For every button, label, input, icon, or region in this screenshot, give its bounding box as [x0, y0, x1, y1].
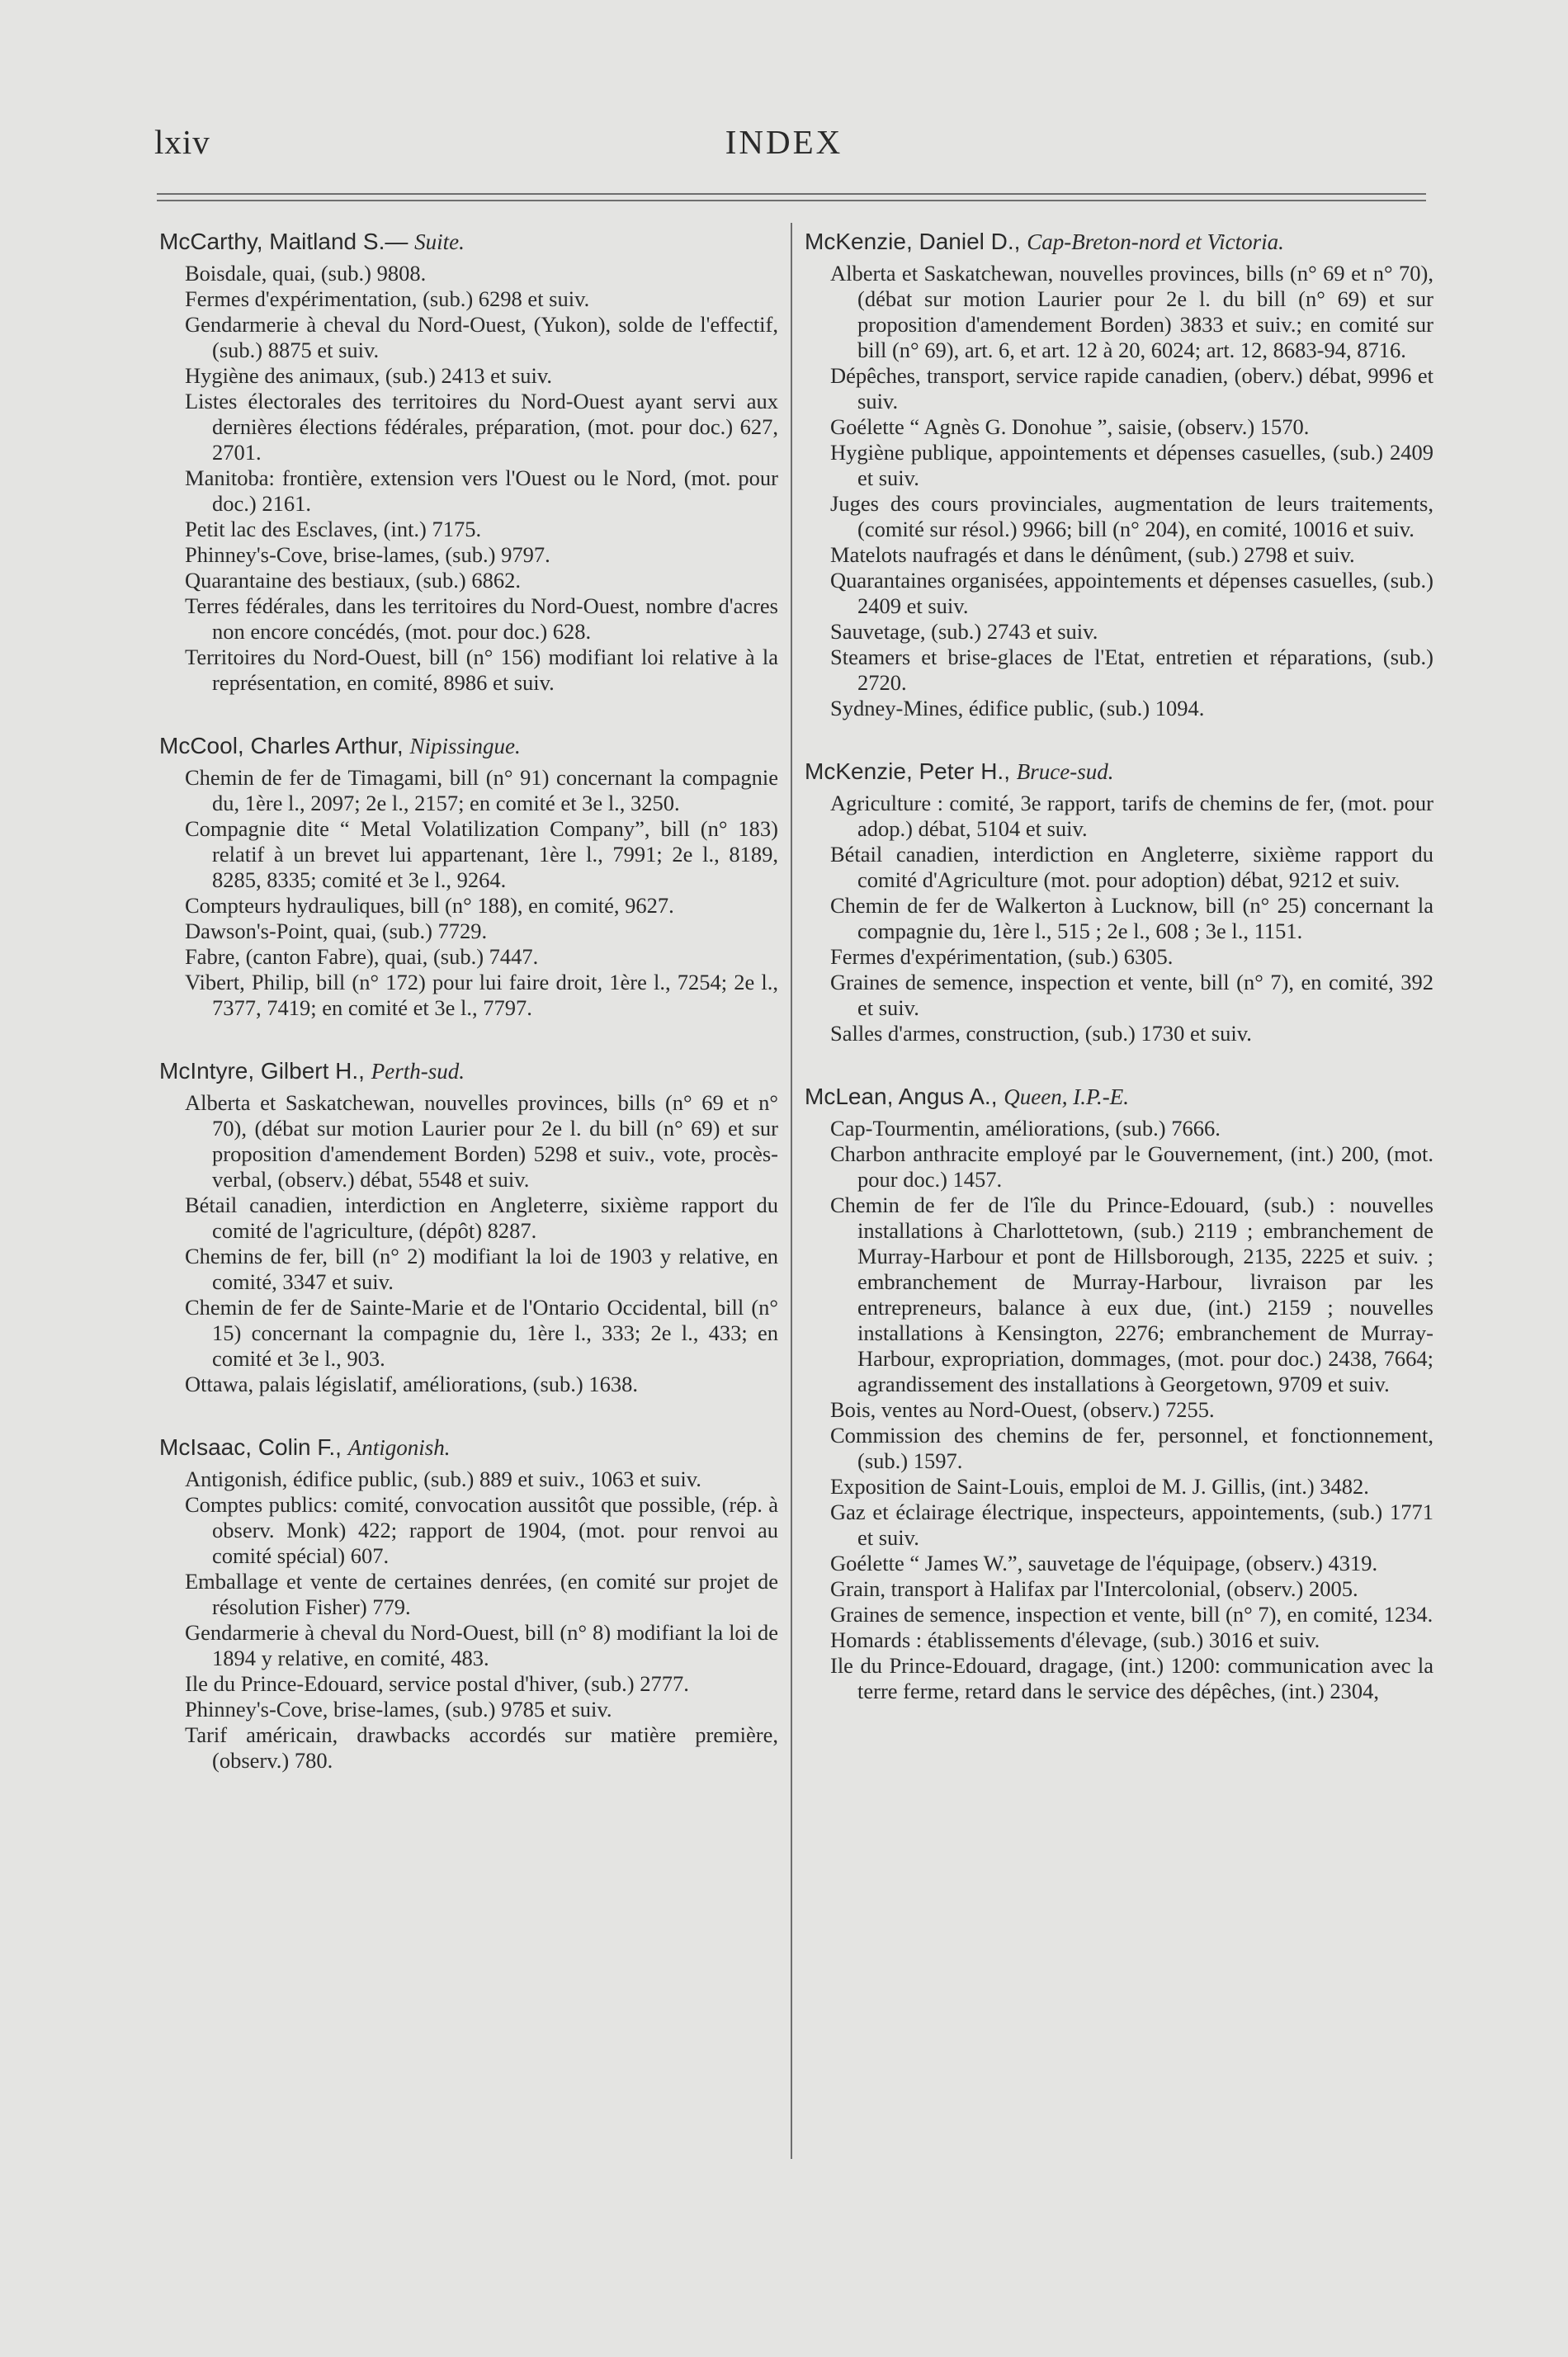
index-item: Steamers et brise-glaces de l'Etat, entretien et réparations, (sub.) 2720.	[830, 645, 1433, 695]
index-item: Gendarmerie à cheval du Nord-Ouest, (Yukon), solde de l'effectif, (sub.) 8875 et suiv.	[185, 312, 778, 362]
member-name: McKenzie, Daniel D.,	[805, 229, 1021, 254]
index-item: Goélette “ James W.”, sauvetage de l'équipage, (observ.) 4319.	[830, 1551, 1378, 1575]
header-rule-bottom	[157, 200, 1426, 201]
index-item: Comptes publics: comité, convocation aussitôt que possible, (rép. à observ. Monk) 422; rapport de 1904, (mot. pour renvoi au comité spécial) 607.	[185, 1492, 778, 1568]
index-item: Terres fédérales, dans les territoires du Nord-Ouest, nombre d'acres non encore concédés, (mot. pour doc.) 628.	[185, 593, 778, 644]
index-entry	[159, 732, 778, 1021]
index-item: Emballage et vente de certaines denrées, (en comité sur projet de résolution Fisher) 779.	[185, 1569, 778, 1619]
index-item: Alberta et Saskatchewan, nouvelles provinces, bills (n° 69 et n° 70), (débat sur motion Laurier pour 2e l. du bill (n° 69) et sur proposition d'amendement Borden) 3833 et suiv.; en comité sur bill (n° 69), art. 6, et art. 12 à 20, 6024; art. 12, 8683-94, 8716.	[830, 261, 1433, 362]
index-entry	[805, 758, 1433, 1046]
member-constituency: Nipissingue.	[409, 734, 521, 758]
index-item: Alberta et Saskatchewan, nouvelles provinces, bills (n° 69 et n° 70), (débat sur motion Laurier pour 2e l. du bill (n° 69) et sur proposition d'amendement Borden) 5298 et suiv., vote, procès-verbal, (observ.) débat, 5548 et suiv.	[185, 1090, 778, 1192]
index-entry	[159, 1057, 778, 1397]
index-item: Gaz et éclairage électrique, inspecteurs, appointements, (sub.) 1771 et suiv.	[830, 1500, 1433, 1550]
index-item: Petit lac des Esclaves, (int.) 7175.	[185, 517, 482, 541]
index-item: Antigonish, édifice public, (sub.) 889 et suiv., 1063 et suiv.	[185, 1467, 701, 1491]
index-item: Fabre, (canton Fabre), quai, (sub.) 7447.	[185, 944, 539, 969]
index-item: Quarantaine des bestiaux, (sub.) 6862.	[185, 568, 521, 593]
index-item: Commission des chemins de fer, personnel, et fonctionnement, (sub.) 1597.	[830, 1423, 1433, 1473]
index-item: Dawson's-Point, quai, (sub.) 7729.	[185, 919, 488, 943]
right-column	[805, 228, 1433, 1741]
index-item: Juges des cours provinciales, augmentation de leurs traitements, (comité sur résol.) 9966; bill (n° 204), en comité, 10016 et suiv.	[830, 491, 1433, 541]
member-heading	[159, 1434, 778, 1462]
member-name: McIsaac, Colin F.,	[159, 1434, 342, 1460]
index-item: Dépêches, transport, service rapide canadien, (oberv.) débat, 9996 et suiv.	[830, 363, 1433, 413]
index-item: Quarantaines organisées, appointements et dépenses casuelles, (sub.) 2409 et suiv.	[830, 568, 1433, 618]
index-item: Manitoba: frontière, extension vers l'Ouest ou le Nord, (mot. pour doc.) 2161.	[185, 465, 778, 516]
header-rule-top	[157, 193, 1426, 195]
member-heading	[805, 228, 1433, 256]
member-heading	[159, 228, 778, 256]
index-item: Sauvetage, (sub.) 2743 et suiv.	[830, 619, 1098, 644]
index-item: Homards : établissements d'élevage, (sub.) 3016 et suiv.	[830, 1627, 1320, 1652]
index-item: Territoires du Nord-Ouest, bill (n° 156) modifiant loi relative à la représentation, en comité, 8986 et suiv.	[185, 645, 778, 695]
index-item: Gendarmerie à cheval du Nord-Ouest, bill (n° 8) modifiant la loi de 1894 y relative, en comité, 483.	[185, 1620, 778, 1670]
index-item: Tarif américain, drawbacks accordés sur matière première, (observ.) 780.	[185, 1722, 778, 1773]
member-constituency: Queen, I.P.-E.	[1004, 1084, 1129, 1109]
index-item: Graines de semence, inspection et vente, bill (n° 7), en comité, 1234.	[830, 1602, 1433, 1627]
index-item: Ottawa, palais législatif, améliorations, (sub.) 1638.	[185, 1372, 639, 1396]
index-item: Phinney's-Cove, brise-lames, (sub.) 9785 et suiv.	[185, 1697, 612, 1722]
index-entry	[805, 228, 1433, 721]
index-item: Matelots naufragés et dans le dénûment, (sub.) 2798 et suiv.	[830, 542, 1355, 567]
member-heading	[805, 758, 1433, 786]
index-entry	[805, 1083, 1433, 1704]
index-item: Bétail canadien, interdiction en Angleterre, sixième rapport du comité de l'agriculture, (dépôt) 8287.	[185, 1193, 778, 1243]
member-constituency: Perth-sud.	[371, 1059, 465, 1084]
page-title: INDEX	[725, 123, 843, 161]
index-item: Hygiène publique, appointements et dépenses casuelles, (sub.) 2409 et suiv.	[830, 440, 1433, 490]
index-item: Charbon anthracite employé par le Gouvernement, (int.) 200, (mot. pour doc.) 1457.	[830, 1141, 1433, 1192]
index-item: Goélette “ Agnès G. Donohue ”, saisie, (observ.) 1570.	[830, 414, 1310, 439]
member-constituency: Suite.	[414, 229, 465, 254]
page-number: lxiv	[154, 123, 210, 161]
index-item: Graines de semence, inspection et vente, bill (n° 7), en comité, 392 et suiv.	[830, 970, 1433, 1020]
index-item: Chemin de fer de Walkerton à Lucknow, bill (n° 25) concernant la compagnie du, 1ère l., 515 ; 2e l., 608 ; 3e l., 1151.	[830, 893, 1433, 943]
index-item: Phinney's-Cove, brise-lames, (sub.) 9797.	[185, 542, 550, 567]
index-item: Cap-Tourmentin, améliorations, (sub.) 7666.	[830, 1116, 1221, 1141]
index-item: Boisdale, quai, (sub.) 9808.	[185, 261, 427, 286]
member-constituency: Antigonish.	[347, 1435, 451, 1460]
index-item: Chemins de fer, bill (n° 2) modifiant la loi de 1903 y relative, en comité, 3347 et suiv.	[185, 1244, 778, 1294]
index-item: Grain, transport à Halifax par l'Intercolonial, (observ.) 2005.	[830, 1576, 1358, 1601]
index-item: Fermes d'expérimentation, (sub.) 6298 et suiv.	[185, 286, 590, 311]
index-item: Bétail canadien, interdiction en Angleterre, sixième rapport du comité d'Agriculture (mot. pour adoption) débat, 9212 et suiv.	[830, 842, 1433, 892]
index-item: Ile du Prince-Edouard, service postal d'hiver, (sub.) 2777.	[185, 1671, 689, 1696]
member-heading	[805, 1083, 1433, 1111]
member-name: McLean, Angus A.,	[805, 1084, 998, 1109]
index-item: Ile du Prince-Edouard, dragage, (int.) 1200: communication avec la terre ferme, retard dans le service des dépêches, (int.) 2304,	[830, 1653, 1433, 1703]
member-name: McIntyre, Gilbert H.,	[159, 1058, 365, 1084]
index-entry	[159, 1434, 778, 1774]
index-item: Exposition de Saint-Louis, emploi de M. J. Gillis, (int.) 3482.	[830, 1474, 1369, 1499]
index-item: Compteurs hydrauliques, bill (n° 188), en comité, 9627.	[185, 893, 674, 918]
index-item: Vibert, Philip, bill (n° 172) pour lui faire droit, 1ère l., 7254; 2e l., 7377, 7419; en comité et 3e l., 7797.	[185, 970, 778, 1020]
index-item: Chemin de fer de Timagami, bill (n° 91) concernant la compagnie du, 1ère l., 2097; 2e l., 2157; en comité et 3e l., 3250.	[185, 765, 778, 815]
member-name: McCarthy, Maitland S.—	[159, 229, 409, 254]
index-item: Salles d'armes, construction, (sub.) 1730 et suiv.	[830, 1021, 1252, 1046]
index-entry	[159, 228, 778, 696]
member-constituency: Bruce-sud.	[1016, 759, 1114, 784]
column-separator	[791, 223, 792, 2159]
index-item: Bois, ventes au Nord-Ouest, (observ.) 7255.	[830, 1397, 1215, 1422]
left-column	[159, 228, 778, 1810]
index-item: Agriculture : comité, 3e rapport, tarifs de chemins de fer, (mot. pour adop.) débat, 5104 et suiv.	[830, 791, 1433, 841]
member-heading	[159, 732, 778, 760]
member-name: McKenzie, Peter H.,	[805, 758, 1010, 784]
index-item: Hygiène des animaux, (sub.) 2413 et suiv.	[185, 363, 553, 388]
index-item: Compagnie dite “ Metal Volatilization Company”, bill (n° 183) relatif à un brevet lui appartenant, 1ère l., 7991; 2e l., 8189, 8285, 8335; comité et 3e l., 9264.	[185, 816, 778, 892]
index-item: Fermes d'expérimentation, (sub.) 6305.	[830, 944, 1174, 969]
index-item: Sydney-Mines, édifice public, (sub.) 1094.	[830, 696, 1205, 720]
index-item: Listes électorales des territoires du Nord-Ouest ayant servi aux dernières élections fédérales, préparation, (mot. pour doc.) 627, 2701.	[185, 389, 778, 465]
member-name: McCool, Charles Arthur,	[159, 733, 404, 758]
index-item: Chemin de fer de Sainte-Marie et de l'Ontario Occidental, bill (n° 15) concernant la compagnie du, 1ère l., 333; 2e l., 433; en comité et 3e l., 903.	[185, 1295, 778, 1371]
member-constituency: Cap-Breton-nord et Victoria.	[1027, 229, 1284, 254]
member-heading	[159, 1057, 778, 1085]
index-item: Chemin de fer de l'île du Prince-Edouard, (sub.) : nouvelles installations à Charlottetown, (sub.) 2119 ; embranchement de Murray-Harbour et pont de Hillsborough, 2135, 2225 et suiv. ; embranchement de Murray-Harbour, livraison par les entrepreneurs, balance à eux due, (int.) 2159 ; nouvelles installations à Kensington, 2276; embranchement de Murray-Harbour, expropriation, dommages, (mot. pour doc.) 2438, 7664; agrandissement des installations à Georgetown, 9709 et suiv.	[830, 1193, 1433, 1396]
